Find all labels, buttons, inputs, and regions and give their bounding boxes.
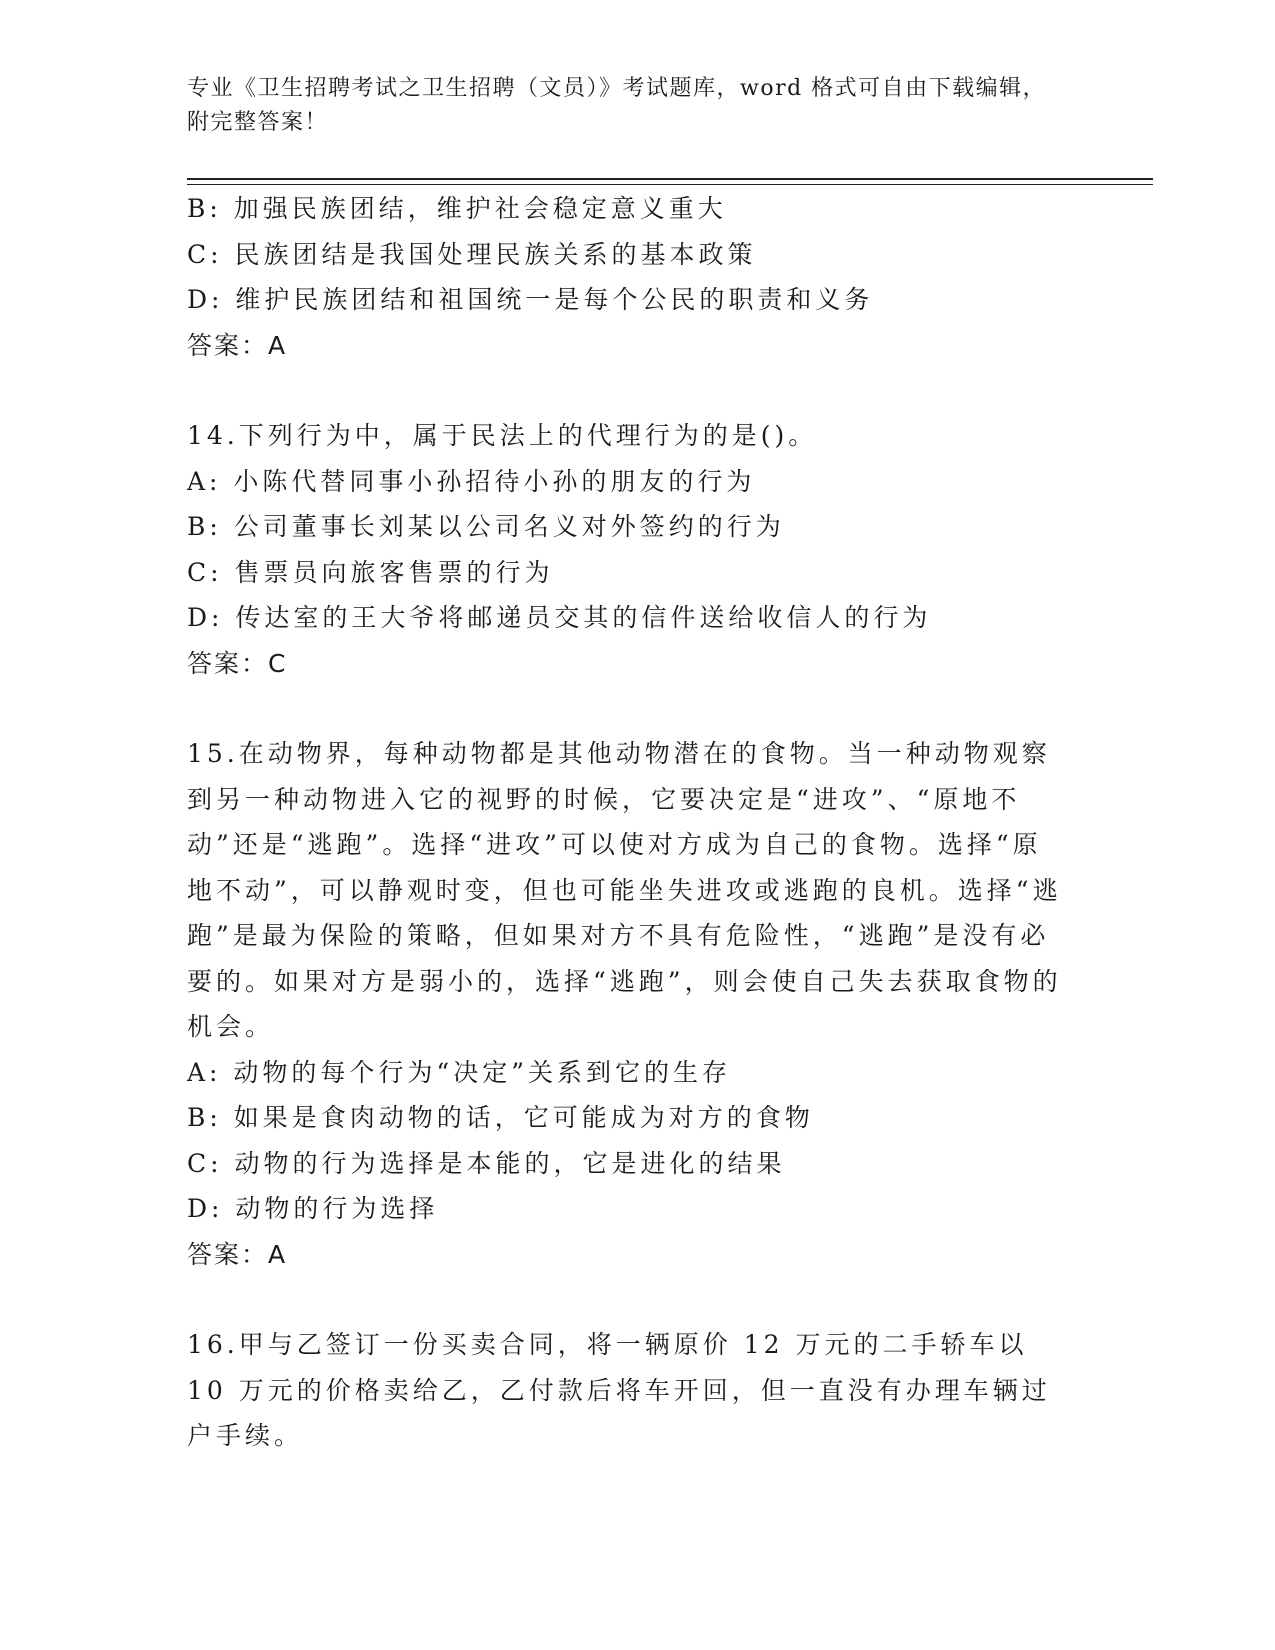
q15-option-d: D: 动物的行为选择 <box>187 1194 439 1223</box>
document-header: 专业《卫生招聘考试之卫生招聘（文员）》考试题库，word 格式可自由下载编辑，附完整答案！ <box>187 76 1047 135</box>
header-rule-thin <box>187 184 1153 185</box>
q14-option-c: C: 售票员向旅客售票的行为 <box>187 557 554 587</box>
q15-answer: 答案：A <box>187 1239 288 1269</box>
q14-option-d: D: 传达室的王大爷将邮递员交其的信件送给收信人的行为 <box>187 603 932 632</box>
q13-option-b: B: 加强民族团结，维护社会稳定意义重大 <box>187 194 727 223</box>
q15-option-a: A: 动物的每个行为“决定”关系到它的生存 <box>187 1057 731 1087</box>
q14-stem: 14.下列行为中，属于民法上的代理行为的是()。 <box>187 421 818 450</box>
q13-option-c: C: 民族团结是我国处理民族关系的基本政策 <box>187 239 757 269</box>
question-content <box>187 186 1087 1459</box>
q15-stem: 15.在动物界，每种动物都是其他动物潜在的食物。当一种动物观察到另一种动物进入它的视野的时候，它要决定是“进攻”、“原地不动”还是“逃跑”。选择“进攻”可以使对方成为自己的食物。选择“原地不动”，可以静观时变，但也可能坐失进攻或逃跑的良机。选择“逃跑”是最为保险的策略，但如果对方不具有危险性，“逃跑”是没有必要的。如果对方是弱小的，选择“逃跑”，则会使自己失去获取食物的机会。 <box>187 739 1062 1041</box>
q14-option-a: A: 小陈代替同事小孙招待小孙的朋友的行为 <box>187 466 756 496</box>
header-rule-thick <box>187 178 1153 180</box>
q13-answer: 答案：A <box>187 330 288 360</box>
q15-option-b: B: 如果是食肉动物的话，它可能成为对方的食物 <box>187 1103 814 1132</box>
q15-option-c: C: 动物的行为选择是本能的，它是进化的结果 <box>187 1148 786 1178</box>
q13-option-d: D: 维护民族团结和祖国统一是每个公民的职责和义务 <box>187 285 874 314</box>
q14-answer: 答案：C <box>187 648 288 678</box>
q16-stem: 16.甲与乙签订一份买卖合同，将一辆原价 12 万元的二手轿车以 10 万元的价格卖给乙，乙付款后将车开回，但一直没有办理车辆过户手续。 <box>187 1330 1051 1450</box>
q14-option-b: B: 公司董事长刘某以公司名义对外签约的行为 <box>187 512 785 541</box>
